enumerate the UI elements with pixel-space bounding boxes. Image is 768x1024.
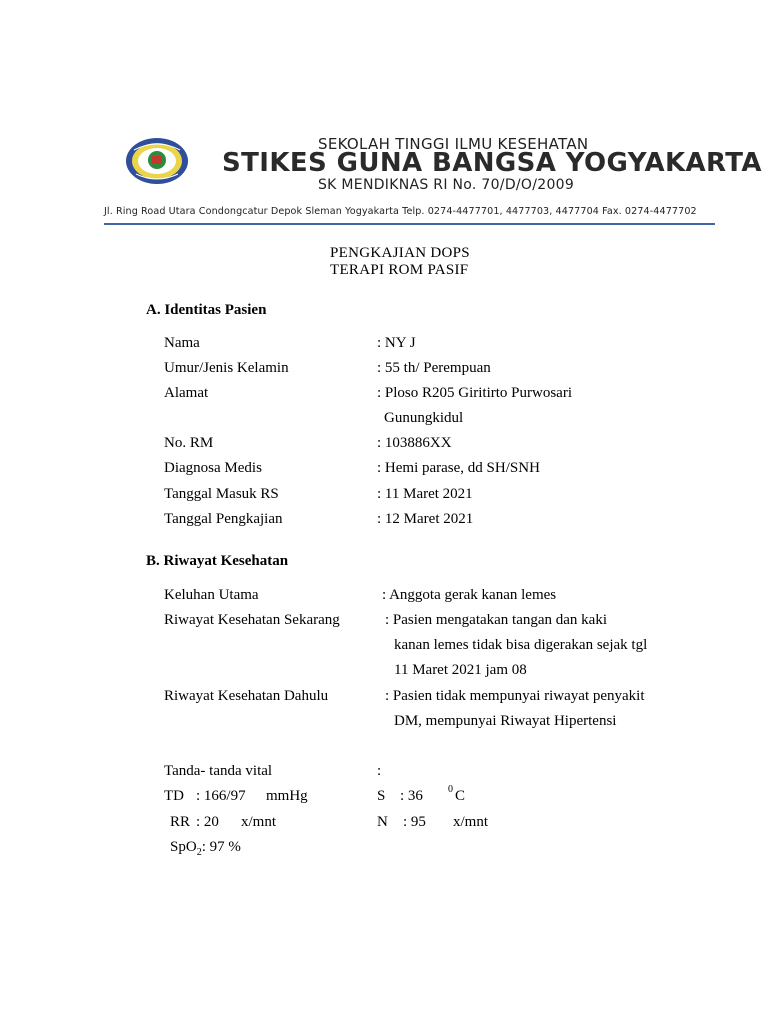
field-label: Diagnosa Medis	[164, 460, 262, 476]
decree-line: SK MENDIKNAS RI No. 70/D/O/2009	[318, 177, 575, 193]
field-value: : 12 Maret 2021	[377, 511, 474, 527]
section-a-heading: A. Identitas Pasien	[146, 302, 267, 318]
doc-title-2: TERAPI ROM PASIF	[330, 262, 469, 278]
rr-value: : 20	[196, 814, 219, 830]
rr-unit: x/mnt	[241, 814, 277, 830]
field-value: : Hemi parase, dd SH/SNH	[377, 460, 540, 476]
vitals-label: Tanda- tanda vital	[164, 763, 273, 779]
spo2-subscript: 2	[196, 847, 202, 858]
riwayat-dahulu-value: : Pasien tidak mempunyai riwayat penyakit	[385, 688, 645, 704]
section-b-heading: B. Riwayat Kesehatan	[146, 553, 289, 569]
institution-name: STIKES GUNA BANGSA YOGYAKARTA	[222, 148, 762, 178]
keluhan-label: Keluhan Utama	[164, 587, 259, 603]
riwayat-sekarang-value-continued: kanan lemes tidak bisa digerakan sejak tgl	[394, 637, 648, 653]
td-unit: mmHg	[266, 788, 308, 804]
field-label: No. RM	[164, 435, 214, 451]
spo2-reading	[170, 839, 241, 858]
doc-title-1: PENGKAJIAN DOPS	[330, 245, 470, 261]
address-line: Jl. Ring Road Utara Condongcatur Depok Sleman Yogyakarta Telp. 0274-4477701, 4477703, 4477704 Fax. 0274-4477702	[104, 206, 697, 217]
riwayat-dahulu-value-continued: DM, mempunyai Riwayat Hipertensi	[394, 713, 617, 729]
field-value: : 103886XX	[377, 435, 452, 451]
field-value-continued: Gunungkidul	[384, 410, 464, 426]
pulse-unit: x/mnt	[453, 814, 489, 830]
stikes-logo-icon	[124, 136, 190, 186]
rr-label: RR	[170, 814, 191, 830]
temperature-unit: C	[455, 788, 466, 804]
field-value: : 11 Maret 2021	[377, 486, 473, 502]
vitals-colon: :	[377, 763, 382, 779]
field-value: : NY J	[377, 335, 416, 351]
field-label: Nama	[164, 335, 200, 351]
spo2-value: : 97 %	[201, 839, 241, 855]
field-label: Tanggal Masuk RS	[164, 486, 279, 502]
institution-type-line: SEKOLAH TINGGI ILMU KESEHATAN	[318, 135, 589, 153]
keluhan-value: : Anggota gerak kanan lemes	[382, 587, 557, 603]
pulse-label: N	[377, 814, 388, 830]
riwayat-sekarang-value-continued: 11 Maret 2021 jam 08	[394, 662, 527, 678]
degree-mark: 0	[448, 784, 453, 795]
temperature-label: S	[377, 788, 386, 804]
temperature-value: : 36	[400, 788, 423, 804]
td-value: : 166/97	[196, 788, 246, 804]
field-label: Tanggal Pengkajian	[164, 511, 283, 527]
header-rule	[104, 223, 715, 225]
field-label: Umur/Jenis Kelamin	[164, 360, 289, 376]
field-value: : 55 th/ Perempuan	[377, 360, 491, 376]
riwayat-dahulu-label: Riwayat Kesehatan Dahulu	[164, 688, 329, 704]
riwayat-sekarang-label: Riwayat Kesehatan Sekarang	[164, 612, 340, 628]
td-label: TD	[164, 788, 184, 804]
spo2-label: SpO	[170, 839, 197, 855]
field-label: Alamat	[164, 385, 209, 401]
field-value: : Ploso R205 Giritirto Purwosari	[377, 385, 573, 401]
riwayat-sekarang-value: : Pasien mengatakan tangan dan kaki	[385, 612, 608, 628]
pulse-value: : 95	[403, 814, 426, 830]
